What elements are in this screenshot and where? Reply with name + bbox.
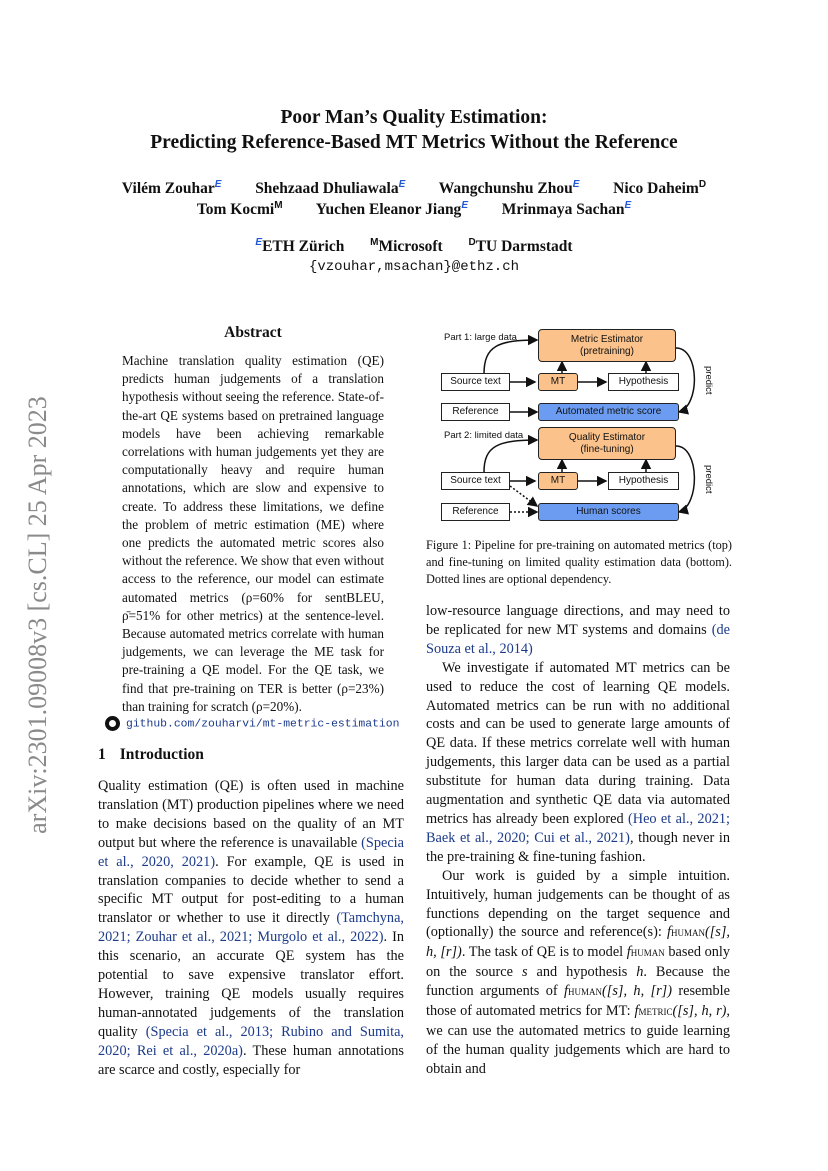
citation-link[interactable]: (Heo et al., 2021; Baek et al., 2020; Cui et al., 2021) xyxy=(426,810,730,846)
predict-label-1: predict xyxy=(703,366,714,395)
source-text-box-1: Source text xyxy=(441,373,510,391)
citation-link[interactable]: (Specia et al., 2020, 2021) xyxy=(98,834,404,870)
abstract-text: Machine translation quality estimation (QE) predicts human judgements of a translation hypothesis without seeing the reference. State-of-the-art QE systems based on pretrained language models have been achieving remarkable correlations with human judgements yet they are computationally heavy and require human annotations, which are slow and expensive to create. To address these limitations, we define the problem of metric estimation (ME) where one predicts the automated metric scores also without the reference. We show that even without access to the reference, our model can estimate automated metrics (ρ=60% for sentBLEU, ρ̄=51% for other metrics) at the sentence-level. Because automated metrics correlate with human judgements, we can leverage the ME task for pre-training a QE model. For the QE task, we find that pre-training on TER is better (ρ=23%) than training for scratch (ρ=20%). xyxy=(122,353,384,714)
citation-link[interactable]: (Specia et al., 2013; Rubino and Sumita, 2020; Rei et al., 2020a) xyxy=(98,1023,404,1059)
reference-box-1: Reference xyxy=(441,403,510,421)
affiliations: $^E$ETH Zürich $^M$Microsoft $^D$TU Darmstadt xyxy=(255,237,573,256)
section-heading: 1 Introduction xyxy=(98,746,204,763)
human-scores-box: Human scores xyxy=(538,503,679,521)
part1-label: Part 1: large data xyxy=(444,332,517,343)
author: Wangchunshu Zhou$^E$ xyxy=(438,179,580,198)
metric-estimator-box: Metric Estimator (pretraining) xyxy=(538,329,676,362)
abstract-body xyxy=(122,352,384,716)
repo-url[interactable]: github.com/zouharvi/mt-metric-estimation xyxy=(126,718,400,731)
hypothesis-box-2: Hypothesis xyxy=(608,472,679,490)
abstract-heading: Abstract xyxy=(224,324,282,341)
github-icon xyxy=(105,716,120,731)
reference-box-2: Reference xyxy=(441,503,510,521)
authors-row-2 xyxy=(0,200,828,219)
figure-1-diagram xyxy=(438,326,728,526)
author: Shehzaad Dhuliawala$^E$ xyxy=(255,179,406,198)
predict-label-2: predict xyxy=(703,465,714,494)
author: Mrinmaya Sachan$^E$ xyxy=(501,200,632,219)
author: Yuchen Eleanor Jiang$^E$ xyxy=(315,200,468,219)
paper-title-line1: Poor Man’s Quality Estimation: xyxy=(280,107,548,128)
hypothesis-box-1: Hypothesis xyxy=(608,373,679,391)
arxiv-id: arXiv:2301.09008v3 [cs.CL] 25 Apr 2023 xyxy=(23,396,52,834)
citation-link[interactable]: (Tamchyna, 2021; Zouhar et al., 2021; Murgolo et al., 2022) xyxy=(98,910,404,946)
citation-link[interactable]: (de Souza et al., 2014) xyxy=(426,621,730,657)
authors-row-1 xyxy=(0,179,828,198)
automated-metric-score-box: Automated metric score xyxy=(538,403,679,421)
part2-label: Part 2: limited data xyxy=(444,430,524,441)
author: Nico Daheim$^D$ xyxy=(613,179,707,198)
author: Vilém Zouhar$^E$ xyxy=(121,179,222,198)
intro-right-column: low-resource language directions, and may need to be replicated for new MT systems and domains (de Souza et al., 2014) We investigate if automated MT metrics can be used to reduce the cost of learning QE models. Automated metrics can be run with no additional costs and can be used to generate large amounts of QE data. If these metrics correlate well with human judgements, this larger data can be used as a partial substitute for human data during training. Data augmentation and synthetic QE data via automated metrics has already been explored (Heo et al., 2021; Baek et al., 2020; Cui et al., 2021), though never in the pre-training & fine-tuning fashion. Our work is guided by a simple intuition. Intuitively, human judgements can be thought of as functions depending on the target sequence and (optionally) the source and reference(s): fHUMAN([s], h, [r]). The task of QE is to model fHUMAN based only on the source s and hypothesis h. Because the function arguments of fHUMAN([s], h, [r]) resemble those of automated metrics for MT: fMETRIC([s], h, r), we can use the automated metrics to guide learning of the human quality judgements which are hard to obtain and xyxy=(426,603,731,1077)
intro-left-column: Quality estimation (QE) is often used in machine translation (MT) production pipelines where we need to make decisions based on the quality of an MT output but where the reference is unavailable (Specia et al., 2020, 2021). For example, QE is used in translation companies to decide whether to send a specific MT output for post-editing to a human translator or whether to use it directly (Tamchyna, 2021; Zouhar et al., 2021; Murgolo et al., 2022). In this scenario, an accurate QE system has the potential to save expensive translator effort. However, training QE models usually requires human-annotated judgements of the translation quality (Specia et al., 2013; Rubino and Sumita, 2020; Rei et al., 2020a). These human annotations are scarce and costly, especially for xyxy=(98,778,404,1078)
author: Tom Kocmi$^M$ xyxy=(196,200,283,219)
paper-title-line2: Predicting Reference-Based MT Metrics Without the Reference xyxy=(150,132,678,153)
source-text-box-2: Source text xyxy=(441,472,510,490)
mt-box-1: MT xyxy=(538,373,578,391)
figure-1-caption: Figure 1: Pipeline for pre-training on automated metrics (top) and fine-tuning on limited quality estimation data (bottom). Dotted lines are optional dependency. xyxy=(426,538,732,586)
contact-email: {vzouhar,msachan}@ethz.ch xyxy=(308,259,520,275)
quality-estimator-box: Quality Estimator (fine-tuning) xyxy=(538,427,676,460)
repo-link[interactable] xyxy=(105,716,399,731)
mt-box-2: MT xyxy=(538,472,578,490)
arxiv-stamp xyxy=(18,355,58,875)
